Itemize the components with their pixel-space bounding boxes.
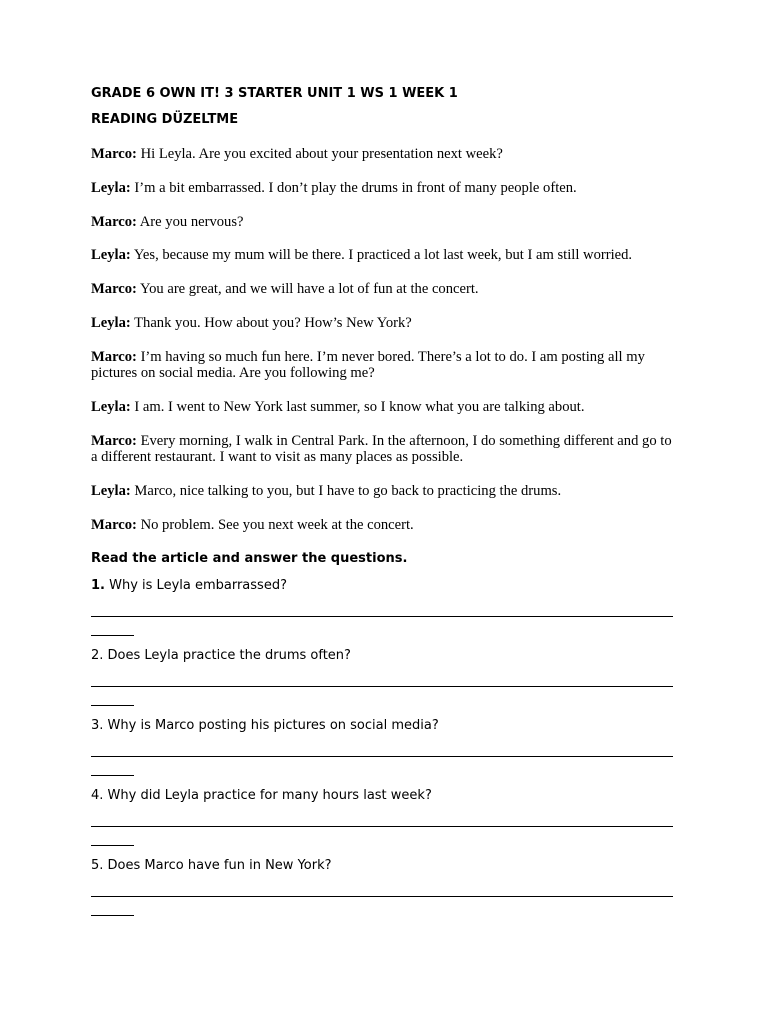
speaker-name: Marco: [91,517,137,533]
question-4 [91,787,675,804]
dialogue-line [91,399,675,416]
answer-rule [91,686,673,687]
answer-line-5[interactable] [91,874,675,927]
answer-rule [91,826,673,827]
question-text: Does Marco have fun in New York? [103,858,332,873]
dialogue-line-text: I’m a bit embarrassed. I don’t play the drums in front of many people often. [130,179,577,196]
answer-rule [91,616,673,617]
answer-line-1[interactable] [91,594,675,647]
answer-line-3[interactable] [91,734,675,787]
dialogue-line [91,247,675,264]
question-5 [91,857,675,874]
speaker-name: Marco: [91,213,137,230]
answer-line-4[interactable] [91,804,675,857]
answer-rule-continuation [91,705,134,706]
dialogue-line-text: I am. I went to New York last summer, so I know what you are talking about. [130,399,585,416]
dialogue-line [91,214,675,231]
dialogue-line [91,180,675,197]
dialogue-line-text: No problem. See you next week at the concert. [136,517,414,533]
question-number: 3. [91,718,104,733]
question-number: 4. [91,788,104,803]
speaker-name: Leyla: [91,247,131,264]
dialogue-line [91,315,675,332]
dialogue-line-text: Marco, nice talking to you, but I have to go back to practicing the drums. [130,483,562,500]
speaker-name: Leyla: [91,314,131,331]
answer-line-2[interactable] [91,664,675,717]
speaker-name: Marco: [91,432,137,449]
dialogue-line-text: You are great, and we will have a lot of fun at the concert. [136,281,479,298]
worksheet-title: GRADE 6 OWN IT! 3 STARTER UNIT 1 WS 1 WEEK 1 [91,86,458,101]
question-text: Why is Marco posting his pictures on social media? [103,718,439,733]
speaker-name: Marco: [91,348,137,365]
question-2 [91,647,675,664]
dialogue-line [91,349,675,382]
dialogue-line-text: Every morning, I walk in Central Park. In the afternoon, I do something different and go to a different restaurant. I want to visit as many places as possible. [91,432,672,466]
dialogue-line [91,146,675,163]
dialogue-text [91,146,675,551]
speaker-name: Leyla: [91,179,131,196]
dialogue-line-text: Thank you. How about you? How’s New York? [130,314,412,331]
answer-rule [91,756,673,757]
dialogue-line-text: Are you nervous? [136,213,244,230]
speaker-name: Marco: [91,281,137,298]
answer-rule-continuation [91,845,134,846]
worksheet-subtitle: READING DÜZELTME [91,112,239,127]
question-number: 5. [91,858,104,873]
question-number: 1. [91,578,105,593]
question-1 [91,577,675,594]
dialogue-line [91,483,675,500]
dialogue-line [91,281,675,298]
dialogue-line [91,433,675,466]
question-text: Why did Leyla practice for many hours last week? [103,788,432,803]
question-text: Does Leyla practice the drums often? [103,648,351,663]
answer-rule-continuation [91,775,134,776]
dialogue-line-text: Hi Leyla. Are you excited about your presentation next week? [136,146,503,162]
speaker-name: Marco: [91,146,137,162]
speaker-name: Leyla: [91,483,131,500]
questions-section [91,550,675,927]
answer-rule-continuation [91,635,134,636]
answer-rule [91,896,673,897]
answer-rule-continuation [91,915,134,916]
question-number: 2. [91,648,104,663]
dialogue-line-text: Yes, because my mum will be there. I practiced a lot last week, but I am still worried. [130,247,633,264]
speaker-name: Leyla: [91,399,131,416]
question-text: Why is Leyla embarrassed? [104,578,287,593]
dialogue-line [91,517,675,534]
dialogue-line-text: I’m having so much fun here. I’m never bored. There’s a lot to do. I am posting all my pictures on social media. Are you following me? [91,348,645,382]
instructions-heading: Read the article and answer the questions. [91,551,408,566]
question-3 [91,717,675,734]
